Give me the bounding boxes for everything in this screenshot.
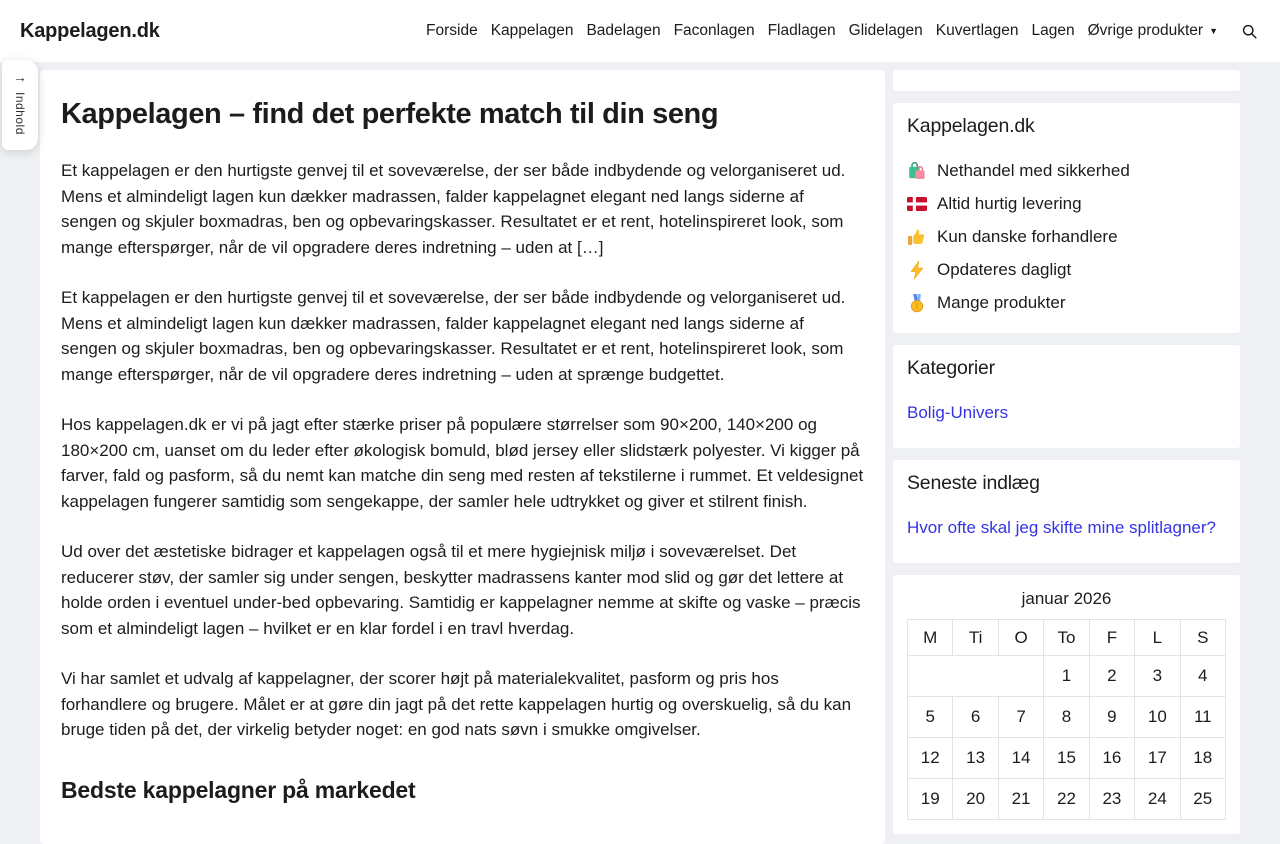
usp-text: Opdateres dagligt [937, 259, 1072, 279]
calendar-day: 23 [1089, 779, 1134, 820]
weekday-label: O [998, 620, 1043, 656]
nav-item-badelagen[interactable]: Badelagen [586, 22, 661, 39]
medal-icon [907, 293, 927, 313]
calendar-week-row [908, 738, 1226, 779]
page-content [0, 62, 1280, 844]
article-paragraph: Ud over det æstetiske bidrager et kappelagen også til et mere hygiejnisk miljø i soveværelset. Det reducerer støv, der samler sig under sengen, beskytter madrassens kanter mod slid og gør det lettere at holde orden i eventuel under-bed opbevaring. Samtidig er kappelagner nemme at skifte og vaske – præcis som et almindeligt lagen – hvilket er en klar fordel i en travl hverdag. [61, 542, 861, 638]
list-item [907, 154, 1226, 187]
calendar-day: 24 [1135, 779, 1180, 820]
calendar-day: 5 [908, 697, 953, 738]
widget-title: Kappelagen.dk [907, 115, 1035, 137]
toc-toggle[interactable] [2, 60, 38, 150]
toc-label: Indhold [13, 92, 27, 135]
calendar-caption: januar 2026 [1021, 589, 1112, 609]
nav-item-glidelagen[interactable]: Glidelagen [848, 22, 923, 39]
calendar-day: 25 [1180, 779, 1225, 820]
nav-item-forside[interactable]: Forside [426, 22, 478, 39]
calendar-day: 6 [953, 697, 998, 738]
thumbs-up-icon [907, 227, 927, 247]
usp-text: Nethandel med sikkerhed [937, 160, 1130, 180]
search-button[interactable] [1239, 21, 1260, 42]
widget-title: Seneste indlæg [907, 472, 1040, 495]
usp-text: Mange produkter [937, 292, 1066, 312]
sidebar [893, 70, 1240, 834]
search-icon [1241, 23, 1258, 40]
calendar-day: 3 [1135, 656, 1180, 697]
calendar-day: 21 [998, 779, 1043, 820]
calendar-day: 7 [998, 697, 1043, 738]
about-widget [893, 103, 1240, 333]
sidebar-partial-widget [893, 70, 1240, 91]
weekday-label: M [908, 620, 953, 656]
calendar-day: 11 [1180, 697, 1225, 738]
weekday-label: F [1089, 620, 1134, 656]
article-paragraph: Vi har samlet et udvalg af kappelagner, der scorer højt på materialekvalitet, pasform og pris hos forhandlere og brugere. Målet er at gøre din jagt på det rette kappelagen hurtig og overskuelig, så du kan bruge tiden på det, der virkelig betyder noget: en god nats søvn i smukke omgivelser. [61, 669, 852, 740]
usp-list [907, 154, 1226, 319]
nav-item-faconlagen[interactable]: Faconlagen [673, 22, 755, 39]
calendar-table [907, 583, 1226, 820]
nav-item-fladlagen[interactable]: Fladlagen [767, 22, 836, 39]
list-item [907, 286, 1226, 319]
usp-text: Kun danske forhandlere [937, 226, 1118, 246]
calendar-widget [893, 575, 1240, 834]
site-header [0, 0, 1280, 62]
calendar-day: 9 [1089, 697, 1134, 738]
list-item [907, 220, 1226, 253]
calendar-pad-cell [908, 656, 1044, 697]
list-item [907, 253, 1226, 286]
nav-item-lagen[interactable]: Lagen [1031, 22, 1075, 39]
list-item [907, 187, 1226, 220]
categories-widget [893, 345, 1240, 448]
calendar-day: 13 [953, 738, 998, 779]
calendar-day: 14 [998, 738, 1043, 779]
recent-post-link[interactable]: Hvor ofte skal jeg skifte mine splitlagner? [907, 518, 1216, 538]
calendar-day: 2 [1089, 656, 1134, 697]
weekday-label: S [1180, 620, 1225, 656]
weekday-label: L [1135, 620, 1180, 656]
calendar-day: 12 [908, 738, 953, 779]
calendar-day: 18 [1180, 738, 1225, 779]
danish-flag-icon [907, 194, 927, 214]
nav-item-kappelagen[interactable]: Kappelagen [490, 22, 574, 39]
calendar-day: 22 [1044, 779, 1089, 820]
calendar-day: 16 [1089, 738, 1134, 779]
arrow-right-icon: → [13, 69, 27, 85]
calendar-day: 15 [1044, 738, 1089, 779]
nav-item-label: Øvrige produkter [1087, 22, 1204, 39]
lightning-icon [907, 260, 927, 280]
calendar-week-row [908, 697, 1226, 738]
page-title: Kappelagen – find det perfekte match til din seng [61, 98, 719, 130]
calendar-day: 8 [1044, 697, 1089, 738]
calendar-day: 19 [908, 779, 953, 820]
calendar-day: 17 [1135, 738, 1180, 779]
nav-item-ovrige-produkter[interactable] [1088, 22, 1218, 40]
usp-text: Altid hurtig levering [937, 193, 1082, 213]
calendar-day: 10 [1135, 697, 1180, 738]
article-paragraph: Et kappelagen er den hurtigste genvej til et soveværelse, der ser både indbydende og velorganiseret ud. Mens et almindeligt lagen kun dækker madrassen, falder kappelagnet elegant ned langs siderne af sengen og skjuler boxmadras, ben og opbevaringskasser. Resultatet er et rent, hotelinspireret look, som mange efterspørger, når de vil opgradere deres indretning – uden at […] [61, 161, 846, 257]
site-logo[interactable]: Kappelagen.dk [20, 19, 160, 42]
chevron-down-icon: ▼ [1209, 26, 1218, 36]
article-card [40, 70, 885, 844]
widget-title: Kategorier [907, 357, 995, 379]
weekday-label: Ti [953, 620, 998, 656]
section-heading: Bedste kappelagner på markedet [61, 776, 416, 803]
category-link[interactable]: Bolig-Univers [907, 403, 1009, 422]
recent-posts-widget [893, 460, 1240, 563]
calendar-day: 1 [1044, 656, 1089, 697]
article-paragraph: Et kappelagen er den hurtigste genvej til et soveværelse, der ser både indbydende og velorganiseret ud. Mens et almindeligt lagen kun dækker madrassen, falder kappelagnet elegant ned langs siderne af sengen og skjuler boxmadras, ben og opbevaringskasser. Resultatet er et rent, hotelinspireret look, som mange efterspørger, når de vil opgradere deres indretning – uden at sprænge budgettet. [61, 288, 846, 384]
weekday-label: To [1044, 620, 1089, 656]
calendar-week-row [908, 656, 1226, 697]
calendar-weekday-row [908, 620, 1226, 656]
nav-item-kuvertlagen[interactable]: Kuvertlagen [935, 22, 1019, 39]
main-nav [426, 21, 1260, 42]
shopping-bags-icon [907, 161, 927, 181]
article-paragraph: Hos kappelagen.dk er vi på jagt efter stærke priser på populære størrelser som 90×200, 140×200 og 180×200 cm, uanset om du leder efter økologisk bomuld, blød jersey eller slidstærk polyester. Vi kigger på farver, fald og pasform, så du nemt kan matche din seng med resten af tekstilerne i rummet. Et veldesignet kappelagen fungerer samtidig som sengekappe, der samler hele udtrykket og giver et stilrent finish. [61, 415, 864, 511]
calendar-week-row [908, 779, 1226, 820]
calendar-day: 20 [953, 779, 998, 820]
calendar-day: 4 [1180, 656, 1225, 697]
